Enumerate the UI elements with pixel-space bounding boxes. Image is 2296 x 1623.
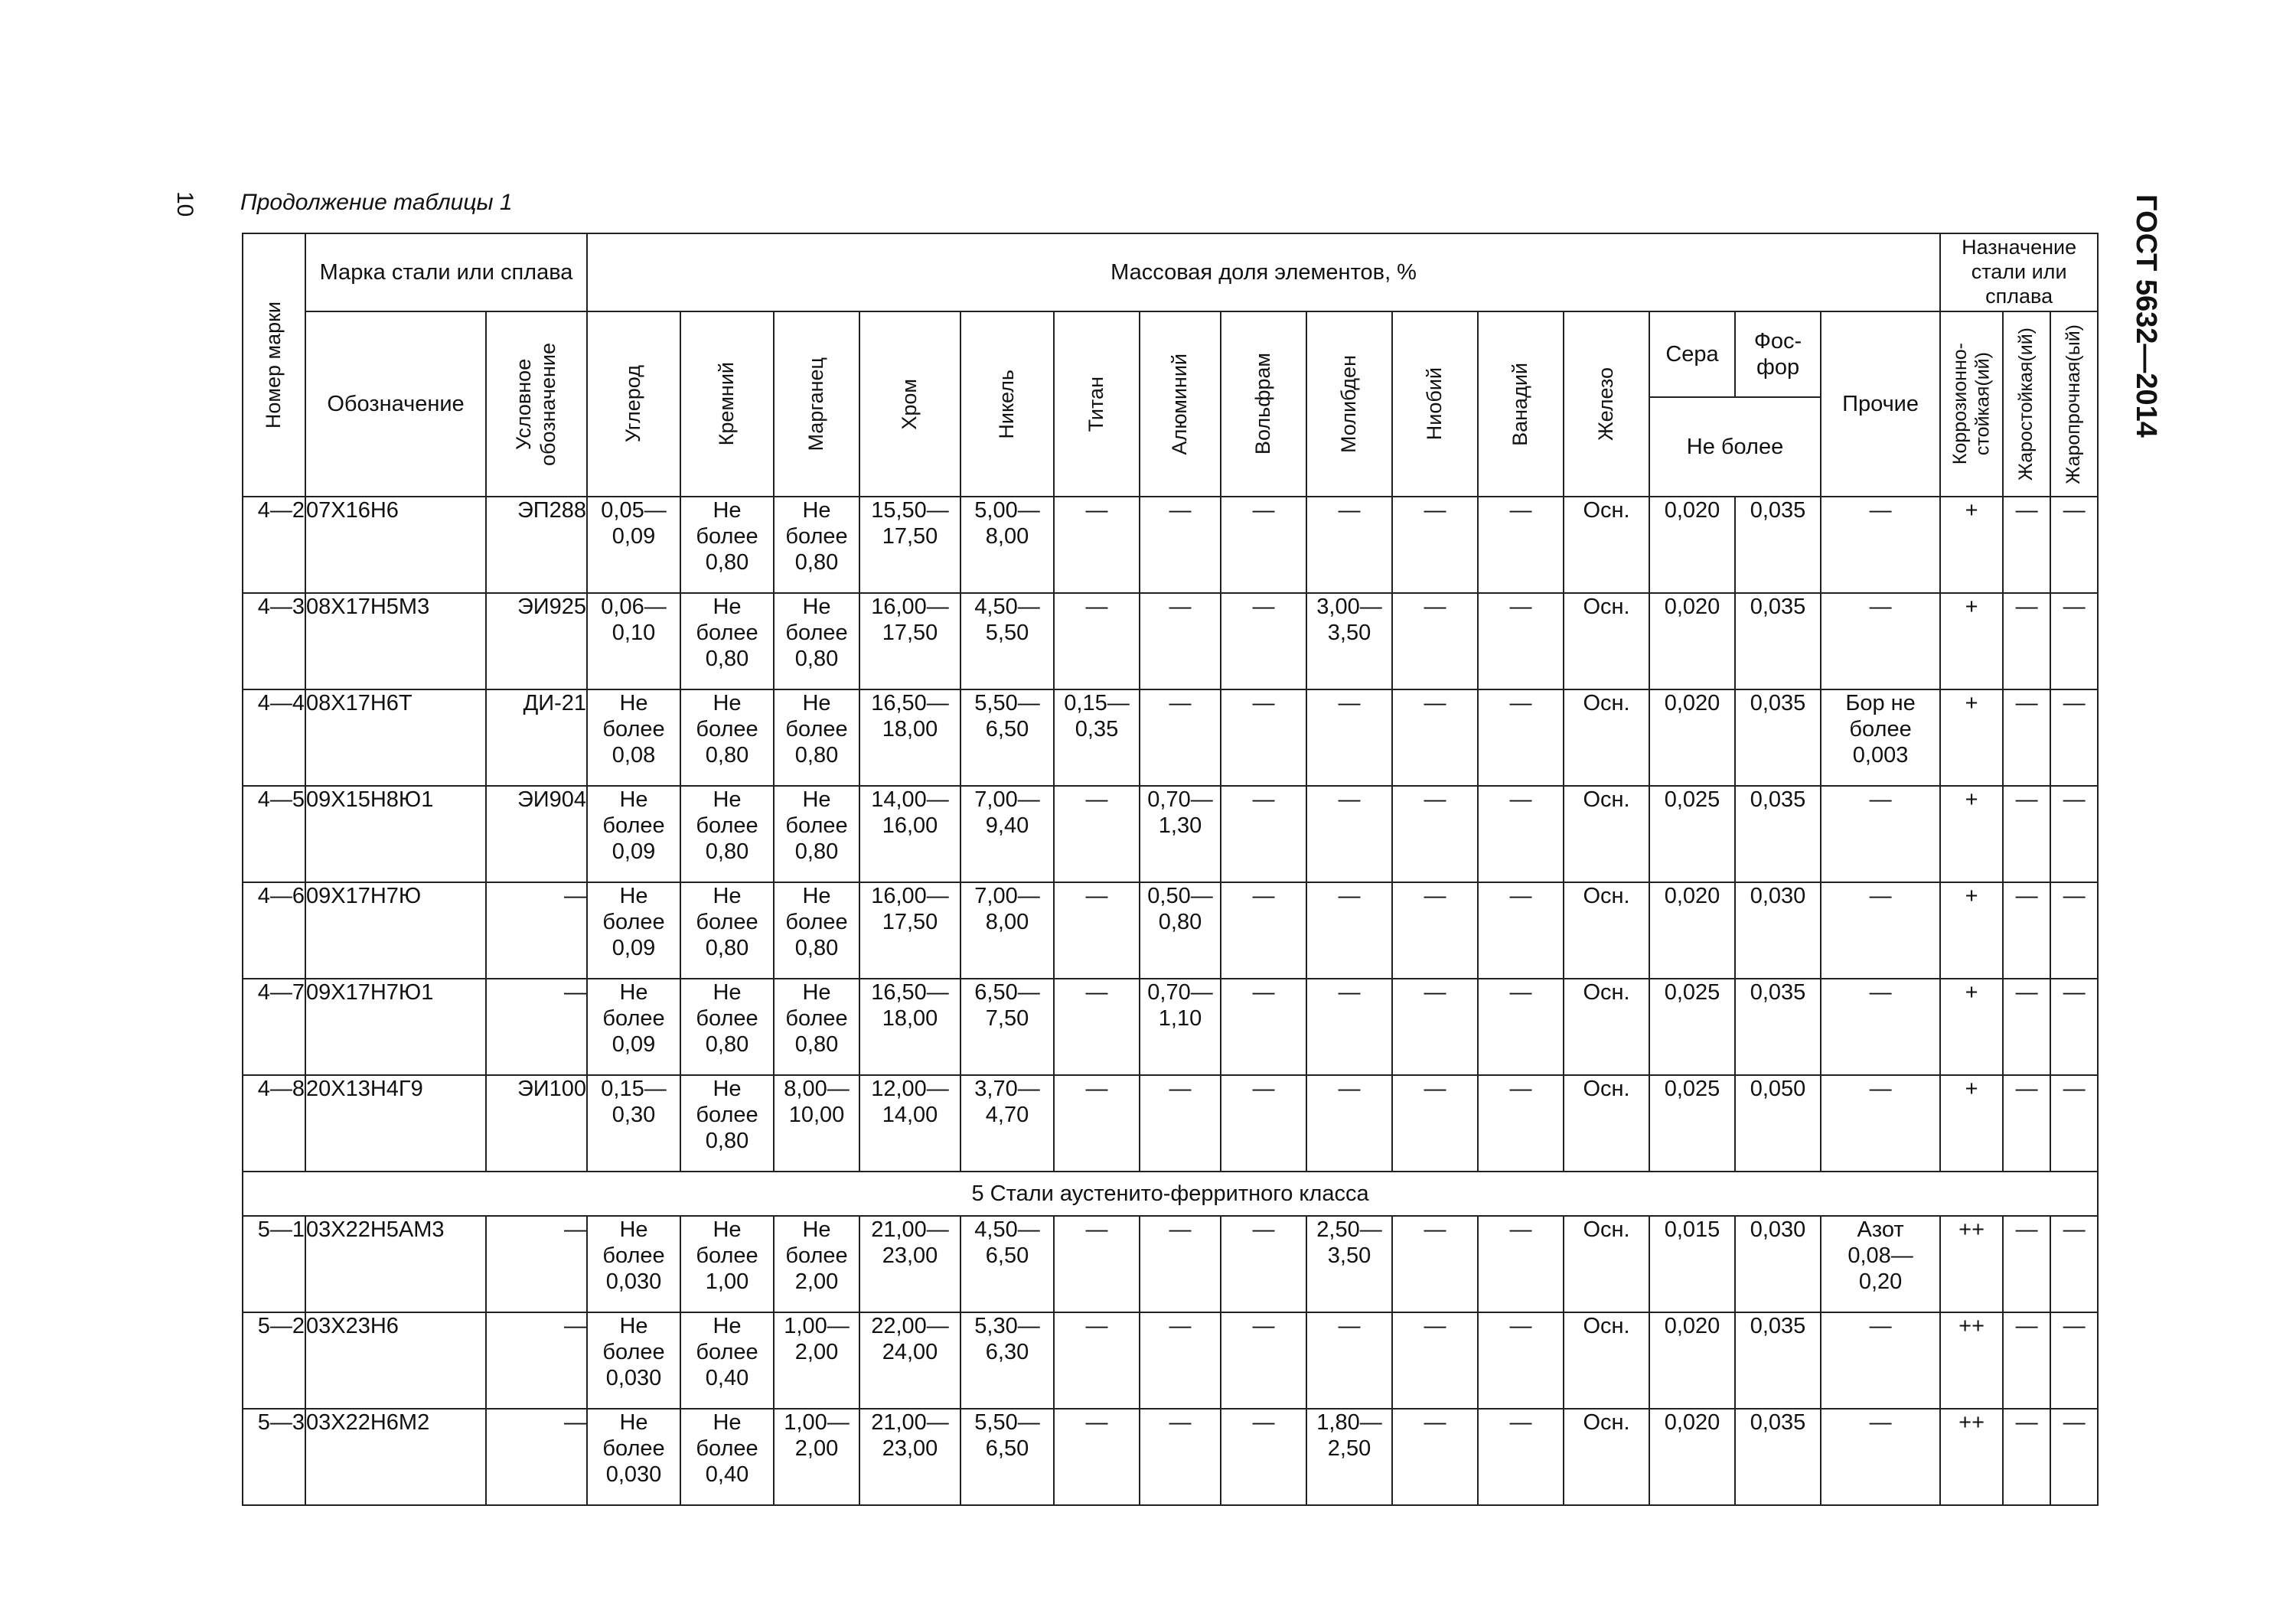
heat-strong-cell: — xyxy=(2050,1409,2098,1505)
document-code: ГОСТ 5632—2014 xyxy=(2130,194,2162,438)
aluminium-cell: 0,70— 1,30 xyxy=(1140,786,1221,882)
carbon-cell: Не более 0,030 xyxy=(587,1216,680,1312)
header-other: Прочие xyxy=(1821,311,1940,497)
carbon-cell: Не более 0,030 xyxy=(587,1409,680,1505)
iron-cell: Осн. xyxy=(1564,882,1649,979)
nickel-cell: 7,00— 9,40 xyxy=(960,786,1054,882)
other-cell: — xyxy=(1821,1312,1940,1409)
manganese-cell: 1,00— 2,00 xyxy=(774,1409,859,1505)
manganese-cell: Не более 2,00 xyxy=(774,1216,859,1312)
silicon-cell: Не более 0,40 xyxy=(680,1409,774,1505)
corrosion-cell: + xyxy=(1940,689,2003,786)
titanium-cell: 0,15— 0,35 xyxy=(1054,689,1140,786)
corrosion-cell: ++ xyxy=(1940,1312,2003,1409)
header-aluminium: Алюминий xyxy=(1140,311,1221,497)
titanium-cell: — xyxy=(1054,786,1140,882)
table-row xyxy=(243,1075,2098,1172)
phosphorus-cell: 0,035 xyxy=(1735,593,1821,689)
nickel-cell: 5,30— 6,30 xyxy=(960,1312,1054,1409)
header-manganese: Марганец xyxy=(774,311,859,497)
mark-number-cell: 4—7 xyxy=(243,979,305,1075)
sulfur-cell: 0,020 xyxy=(1649,1409,1735,1505)
chromium-cell: 22,00— 24,00 xyxy=(859,1312,960,1409)
tungsten-cell: — xyxy=(1221,593,1306,689)
heat-strong-cell: — xyxy=(2050,689,2098,786)
designation-cell: 08Х17Н5М3 xyxy=(305,593,486,689)
manganese-cell: 8,00— 10,00 xyxy=(774,1075,859,1172)
heat-strong-cell: — xyxy=(2050,786,2098,882)
carbon-cell: 0,15— 0,30 xyxy=(587,1075,680,1172)
heat-strong-cell: — xyxy=(2050,1216,2098,1312)
aluminium-cell: — xyxy=(1140,593,1221,689)
aluminium-cell: 0,70— 1,10 xyxy=(1140,979,1221,1075)
designation-cell: 07Х16Н6 xyxy=(305,497,486,593)
aluminium-cell: — xyxy=(1140,689,1221,786)
vanadium-cell: — xyxy=(1478,979,1564,1075)
designation-cell: 09Х15Н8Ю1 xyxy=(305,786,486,882)
other-cell: — xyxy=(1821,979,1940,1075)
header-sulfur: Сера xyxy=(1649,311,1735,397)
nickel-cell: 3,70— 4,70 xyxy=(960,1075,1054,1172)
table-row xyxy=(243,786,2098,882)
sulfur-cell: 0,025 xyxy=(1649,786,1735,882)
designation-cell: 08Х17Н6Т xyxy=(305,689,486,786)
phosphorus-cell: 0,050 xyxy=(1735,1075,1821,1172)
other-cell: — xyxy=(1821,497,1940,593)
heat-strong-cell: — xyxy=(2050,882,2098,979)
heat-strong-cell: — xyxy=(2050,497,2098,593)
composition-table xyxy=(242,233,2099,1506)
vanadium-cell: — xyxy=(1478,1409,1564,1505)
titanium-cell: — xyxy=(1054,1216,1140,1312)
niobium-cell: — xyxy=(1392,497,1478,593)
titanium-cell: — xyxy=(1054,593,1140,689)
mark-number-cell: 4—8 xyxy=(243,1075,305,1172)
sulfur-cell: 0,015 xyxy=(1649,1216,1735,1312)
aluminium-cell: — xyxy=(1140,1216,1221,1312)
titanium-cell: — xyxy=(1054,1075,1140,1172)
header-not-more: Не более xyxy=(1649,397,1821,497)
header-corrosion: Коррозионно- стойкая(ий) xyxy=(1940,311,2003,497)
header-vanadium: Ванадий xyxy=(1478,311,1564,497)
vanadium-cell: — xyxy=(1478,786,1564,882)
chromium-cell: 21,00— 23,00 xyxy=(859,1409,960,1505)
mark-number-cell: 4—4 xyxy=(243,689,305,786)
conventional-cell: — xyxy=(486,882,587,979)
chromium-cell: 14,00— 16,00 xyxy=(859,786,960,882)
designation-cell: 20Х13Н4Г9 xyxy=(305,1075,486,1172)
sulfur-cell: 0,020 xyxy=(1649,1312,1735,1409)
tungsten-cell: — xyxy=(1221,497,1306,593)
nickel-cell: 5,50— 6,50 xyxy=(960,689,1054,786)
aluminium-cell: — xyxy=(1140,497,1221,593)
header-phosphorus: Фос- фор xyxy=(1735,311,1821,397)
niobium-cell: — xyxy=(1392,593,1478,689)
heat-resistant-cell: — xyxy=(2003,497,2050,593)
table-row xyxy=(243,689,2098,786)
table-row xyxy=(243,1216,2098,1312)
nickel-cell: 7,00— 8,00 xyxy=(960,882,1054,979)
other-cell: Бор не более 0,003 xyxy=(1821,689,1940,786)
phosphorus-cell: 0,035 xyxy=(1735,689,1821,786)
sulfur-cell: 0,025 xyxy=(1649,1075,1735,1172)
iron-cell: Осн. xyxy=(1564,689,1649,786)
header-mass-fraction: Массовая доля элементов, % xyxy=(587,233,1940,311)
sulfur-cell: 0,020 xyxy=(1649,689,1735,786)
manganese-cell: 1,00— 2,00 xyxy=(774,1312,859,1409)
table-row xyxy=(243,497,2098,593)
iron-cell: Осн. xyxy=(1564,1075,1649,1172)
corrosion-cell: + xyxy=(1940,786,2003,882)
manganese-cell: Не более 0,80 xyxy=(774,689,859,786)
silicon-cell: Не более 0,80 xyxy=(680,979,774,1075)
mark-number-cell: 4—6 xyxy=(243,882,305,979)
carbon-cell: 0,05— 0,09 xyxy=(587,497,680,593)
titanium-cell: — xyxy=(1054,497,1140,593)
molybdenum-cell: 1,80— 2,50 xyxy=(1306,1409,1392,1505)
phosphorus-cell: 0,035 xyxy=(1735,979,1821,1075)
other-cell: — xyxy=(1821,1075,1940,1172)
aluminium-cell: — xyxy=(1140,1312,1221,1409)
vanadium-cell: — xyxy=(1478,689,1564,786)
carbon-cell: Не более 0,09 xyxy=(587,979,680,1075)
phosphorus-cell: 0,035 xyxy=(1735,1409,1821,1505)
titanium-cell: — xyxy=(1054,882,1140,979)
heat-resistant-cell: — xyxy=(2003,1216,2050,1312)
tungsten-cell: — xyxy=(1221,1075,1306,1172)
header-iron: Железо xyxy=(1564,311,1649,497)
silicon-cell: Не более 0,80 xyxy=(680,882,774,979)
niobium-cell: — xyxy=(1392,689,1478,786)
heat-resistant-cell: — xyxy=(2003,593,2050,689)
chromium-cell: 16,50— 18,00 xyxy=(859,979,960,1075)
carbon-cell: Не более 0,030 xyxy=(587,1312,680,1409)
nickel-cell: 4,50— 6,50 xyxy=(960,1216,1054,1312)
table-row xyxy=(243,1409,2098,1505)
aluminium-cell: 0,50— 0,80 xyxy=(1140,882,1221,979)
section-title: 5 Стали аустенито-ферритного класса xyxy=(243,1172,2098,1216)
iron-cell: Осн. xyxy=(1564,979,1649,1075)
sulfur-cell: 0,020 xyxy=(1649,593,1735,689)
header-nickel: Никель xyxy=(960,311,1054,497)
header-silicon: Кремний xyxy=(680,311,774,497)
nickel-cell: 6,50— 7,50 xyxy=(960,979,1054,1075)
vanadium-cell: — xyxy=(1478,1312,1564,1409)
vanadium-cell: — xyxy=(1478,1216,1564,1312)
niobium-cell: — xyxy=(1392,786,1478,882)
carbon-cell: 0,06— 0,10 xyxy=(587,593,680,689)
heat-resistant-cell: — xyxy=(2003,786,2050,882)
header-carbon: Углерод xyxy=(587,311,680,497)
heat-resistant-cell: — xyxy=(2003,689,2050,786)
titanium-cell: — xyxy=(1054,1312,1140,1409)
manganese-cell: Не более 0,80 xyxy=(774,786,859,882)
table-row xyxy=(243,593,2098,689)
table-row xyxy=(243,1312,2098,1409)
vanadium-cell: — xyxy=(1478,1075,1564,1172)
header-niobium: Ниобий xyxy=(1392,311,1478,497)
molybdenum-cell: — xyxy=(1306,786,1392,882)
niobium-cell: — xyxy=(1392,1216,1478,1312)
tungsten-cell: — xyxy=(1221,1312,1306,1409)
heat-resistant-cell: — xyxy=(2003,979,2050,1075)
carbon-cell: Не более 0,08 xyxy=(587,689,680,786)
molybdenum-cell: — xyxy=(1306,497,1392,593)
corrosion-cell: ++ xyxy=(1940,1216,2003,1312)
nickel-cell: 4,50— 5,50 xyxy=(960,593,1054,689)
sulfur-cell: 0,020 xyxy=(1649,497,1735,593)
carbon-cell: Не более 0,09 xyxy=(587,882,680,979)
heat-resistant-cell: — xyxy=(2003,882,2050,979)
other-cell: — xyxy=(1821,786,1940,882)
designation-cell: 09Х17Н7Ю xyxy=(305,882,486,979)
molybdenum-cell: 3,00— 3,50 xyxy=(1306,593,1392,689)
molybdenum-cell: — xyxy=(1306,1075,1392,1172)
niobium-cell: — xyxy=(1392,1075,1478,1172)
vanadium-cell: — xyxy=(1478,593,1564,689)
header-tungsten: Вольфрам xyxy=(1221,311,1306,497)
tungsten-cell: — xyxy=(1221,979,1306,1075)
header-designation: Обозначение xyxy=(305,311,486,497)
chromium-cell: 21,00— 23,00 xyxy=(859,1216,960,1312)
tungsten-cell: — xyxy=(1221,786,1306,882)
heat-resistant-cell: — xyxy=(2003,1075,2050,1172)
mark-number-cell: 5—3 xyxy=(243,1409,305,1505)
iron-cell: Осн. xyxy=(1564,1216,1649,1312)
molybdenum-cell: 2,50— 3,50 xyxy=(1306,1216,1392,1312)
molybdenum-cell: — xyxy=(1306,689,1392,786)
conventional-cell: — xyxy=(486,1312,587,1409)
conventional-cell: — xyxy=(486,1216,587,1312)
iron-cell: Осн. xyxy=(1564,593,1649,689)
header-heat-resistant: Жаростойкая(ий) xyxy=(2003,311,2050,497)
mark-number-cell: 5—2 xyxy=(243,1312,305,1409)
conventional-cell: — xyxy=(486,1409,587,1505)
table-row xyxy=(243,979,2098,1075)
chromium-cell: 16,00— 17,50 xyxy=(859,882,960,979)
titanium-cell: — xyxy=(1054,979,1140,1075)
silicon-cell: Не более 0,80 xyxy=(680,1075,774,1172)
designation-cell: 03Х23Н6 xyxy=(305,1312,486,1409)
corrosion-cell: ++ xyxy=(1940,1409,2003,1505)
silicon-cell: Не более 0,80 xyxy=(680,689,774,786)
phosphorus-cell: 0,035 xyxy=(1735,786,1821,882)
niobium-cell: — xyxy=(1392,1312,1478,1409)
phosphorus-cell: 0,035 xyxy=(1735,497,1821,593)
heat-strong-cell: — xyxy=(2050,979,2098,1075)
chromium-cell: 12,00— 14,00 xyxy=(859,1075,960,1172)
corrosion-cell: + xyxy=(1940,593,2003,689)
section-row xyxy=(243,1172,2098,1216)
conventional-cell: — xyxy=(486,979,587,1075)
conventional-cell: ЭП288 xyxy=(486,497,587,593)
chromium-cell: 16,50— 18,00 xyxy=(859,689,960,786)
manganese-cell: Не более 0,80 xyxy=(774,497,859,593)
tungsten-cell: — xyxy=(1221,882,1306,979)
tungsten-cell: — xyxy=(1221,689,1306,786)
tungsten-cell: — xyxy=(1221,1409,1306,1505)
chromium-cell: 16,00— 17,50 xyxy=(859,593,960,689)
designation-cell: 09Х17Н7Ю1 xyxy=(305,979,486,1075)
iron-cell: Осн. xyxy=(1564,1312,1649,1409)
molybdenum-cell: — xyxy=(1306,979,1392,1075)
conventional-cell: ЭИ904 xyxy=(486,786,587,882)
aluminium-cell: — xyxy=(1140,1075,1221,1172)
table-row xyxy=(243,882,2098,979)
mark-number-cell: 5—1 xyxy=(243,1216,305,1312)
other-cell: — xyxy=(1821,882,1940,979)
manganese-cell: Не более 0,80 xyxy=(774,593,859,689)
header-mark-number: Номер марки xyxy=(243,233,305,497)
vanadium-cell: — xyxy=(1478,497,1564,593)
niobium-cell: — xyxy=(1392,1409,1478,1505)
niobium-cell: — xyxy=(1392,882,1478,979)
conventional-cell: ДИ-21 xyxy=(486,689,587,786)
corrosion-cell: + xyxy=(1940,497,2003,593)
aluminium-cell: — xyxy=(1140,1409,1221,1505)
heat-strong-cell: — xyxy=(2050,1312,2098,1409)
titanium-cell: — xyxy=(1054,1409,1140,1505)
header-heat-strong: Жаропрочная(ый) xyxy=(2050,311,2098,497)
manganese-cell: Не более 0,80 xyxy=(774,979,859,1075)
phosphorus-cell: 0,035 xyxy=(1735,1312,1821,1409)
designation-cell: 03Х22Н5АМ3 xyxy=(305,1216,486,1312)
heat-resistant-cell: — xyxy=(2003,1409,2050,1505)
silicon-cell: Не более 0,40 xyxy=(680,1312,774,1409)
silicon-cell: Не более 0,80 xyxy=(680,497,774,593)
page-number: 10 xyxy=(172,191,197,217)
phosphorus-cell: 0,030 xyxy=(1735,1216,1821,1312)
header-chromium: Хром xyxy=(859,311,960,497)
header-molybdenum: Молибден xyxy=(1306,311,1392,497)
heat-strong-cell: — xyxy=(2050,1075,2098,1172)
niobium-cell: — xyxy=(1392,979,1478,1075)
manganese-cell: Не более 0,80 xyxy=(774,882,859,979)
corrosion-cell: + xyxy=(1940,1075,2003,1172)
other-cell: — xyxy=(1821,1409,1940,1505)
molybdenum-cell: — xyxy=(1306,882,1392,979)
header-conventional: Условное обозначение xyxy=(486,311,587,497)
tungsten-cell: — xyxy=(1221,1216,1306,1312)
conventional-cell: ЭИ100 xyxy=(486,1075,587,1172)
iron-cell: Осн. xyxy=(1564,786,1649,882)
molybdenum-cell: — xyxy=(1306,1312,1392,1409)
phosphorus-cell: 0,030 xyxy=(1735,882,1821,979)
heat-resistant-cell: — xyxy=(2003,1312,2050,1409)
vanadium-cell: — xyxy=(1478,882,1564,979)
conventional-cell: ЭИ925 xyxy=(486,593,587,689)
table-caption: Продолжение таблицы 1 xyxy=(240,190,513,215)
silicon-cell: Не более 0,80 xyxy=(680,593,774,689)
other-cell: Азот 0,08— 0,20 xyxy=(1821,1216,1940,1312)
header-purpose: Назначение стали или сплава xyxy=(1940,233,2098,311)
header-titanium: Титан xyxy=(1054,311,1140,497)
sulfur-cell: 0,025 xyxy=(1649,979,1735,1075)
silicon-cell: Не более 0,80 xyxy=(680,786,774,882)
designation-cell: 03Х22Н6М2 xyxy=(305,1409,486,1505)
nickel-cell: 5,50— 6,50 xyxy=(960,1409,1054,1505)
sulfur-cell: 0,020 xyxy=(1649,882,1735,979)
other-cell: — xyxy=(1821,593,1940,689)
mark-number-cell: 4—2 xyxy=(243,497,305,593)
header-grade-group: Марка стали или сплава xyxy=(305,233,587,311)
silicon-cell: Не более 1,00 xyxy=(680,1216,774,1312)
iron-cell: Осн. xyxy=(1564,497,1649,593)
heat-strong-cell: — xyxy=(2050,593,2098,689)
nickel-cell: 5,00— 8,00 xyxy=(960,497,1054,593)
mark-number-cell: 4—3 xyxy=(243,593,305,689)
corrosion-cell: + xyxy=(1940,979,2003,1075)
corrosion-cell: + xyxy=(1940,882,2003,979)
mark-number-cell: 4—5 xyxy=(243,786,305,882)
iron-cell: Осн. xyxy=(1564,1409,1649,1505)
carbon-cell: Не более 0,09 xyxy=(587,786,680,882)
chromium-cell: 15,50— 17,50 xyxy=(859,497,960,593)
